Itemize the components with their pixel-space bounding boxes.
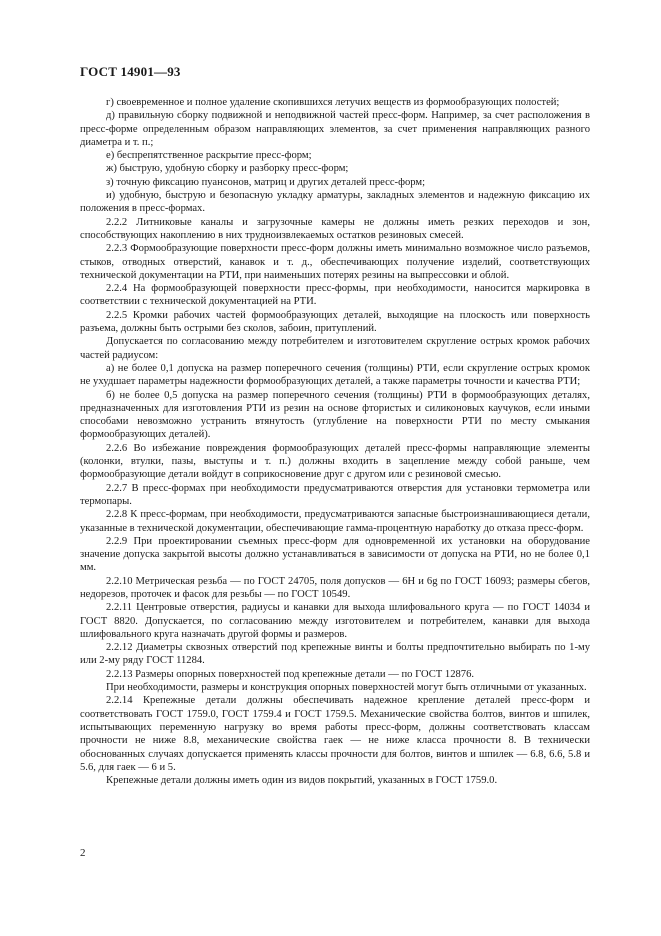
- paragraph: 2.2.3 Формообразующие поверхности пресс-форм должны иметь минимально возможное число разъемов, стыков, отводных отверстий, канавок и т. д., обеспечивающих получение изделий, соответствующих технической документации на РТИ, при наименьших потерях резины на выпрессовки и облой.: [80, 243, 590, 281]
- paragraph: 2.2.12 Диаметры сквозных отверстий под крепежные винты и болты предпочтительно выбирать по 1-му или 2-му ряду ГОСТ 11284.: [80, 642, 590, 667]
- paragraph: Крепежные детали должны иметь один из видов покрытий, указанных в ГОСТ 1759.0.: [106, 775, 498, 787]
- paragraph: ж) быструю, удобную сборку и разборку пресс-форм;: [106, 163, 349, 175]
- paragraph: и) удобную, быструю и безопасную укладку арматуры, закладных элементов и надежную фиксацию их положения в пресс-формах.: [80, 190, 590, 215]
- document-header: ГОСТ 14901—93: [80, 64, 181, 79]
- paragraph: д) правильную сборку подвижной и неподвижной частей пресс-форм. Например, за счет расположения в пресс-форме определенным образом направляющих элементов, за счет применения направляющих разного диаметра и т. п.;: [80, 110, 590, 148]
- paragraph: Допускается по согласованию между потребителем и изготовителем скругление острых кромок рабочих частей радиусом:: [80, 336, 590, 361]
- paragraph: 2.2.2 Литниковые каналы и загрузочные камеры не должны иметь резких переходов и зон, способствующих накоплению в них трудноизвлекаемых остатков резиновых смесей.: [80, 216, 590, 241]
- paragraph: 2.2.6 Во избежание повреждения формообразующих деталей пресс-формы направляющие элементы (колонки, втулки, пазы, выступы и т. п.) должны входить в зацепление между собой раньше, чем формообразующие детали войдут в соприкосновение друг с другом или с резиновой смесью.: [80, 442, 590, 481]
- paragraph: При необходимости, размеры и конструкция опорных поверхностей могут быть отличными от указанных.: [106, 682, 587, 694]
- paragraph: а) не более 0,1 допуска на размер поперечного сечения (толщины) РТИ, если скругление острых кромок не ухудшает параметры надежности формообразующих деталей, а также параметры точности и качества РТИ;: [80, 362, 590, 388]
- paragraph: 2.2.7 В пресс-формах при необходимости предусматриваются отверстия для установки термометра или термопары.: [80, 482, 590, 507]
- paragraph: е) беспрепятственное раскрытие пресс-форм;: [106, 150, 312, 162]
- paragraph: 2.2.14 Крепежные детали должны обеспечивать надежное крепление деталей пресс-форм и соответствовать ГОСТ 1759.0, ГОСТ 1759.4 и ГОСТ 1759.5. Механические свойства болтов, винтов и шпилек, испытывающих переменную нагрузку во время работы пресс-форм, должны соответствовать классам прочности не ниже 8.8, механические свойства гаек — не ниже класса прочности 8. В технически обоснованных случаях допускается применять классы прочности для болтов, винтов и шпилек — 6.8, 6.6, 5.8 и 5.6, для гаек — 6 и 5.: [80, 695, 590, 773]
- document-body: [80, 96, 590, 787]
- paragraph: з) точную фиксацию пуансонов, матриц и других деталей пресс-форм;: [106, 176, 426, 188]
- paragraph: 2.2.5 Кромки рабочих частей формообразующих деталей, выходящие на плоскость или поверхность разъема, должны быть острыми без сколов, забоин, притуплений.: [80, 309, 590, 335]
- paragraph: 2.2.10 Метрическая резьба — по ГОСТ 24705, поля допусков — 6H и 6g по ГОСТ 16093; размеры сбегов, недорезов, проточек и фасок для резьбы — по ГОСТ 10549.: [80, 575, 590, 600]
- paragraph: 2.2.13 Размеры опорных поверхностей под крепежные детали — по ГОСТ 12876.: [106, 668, 475, 680]
- paragraph: 2.2.11 Центровые отверстия, радиусы и канавки для выхода шлифовального круга — по ГОСТ 14034 и ГОСТ 8820. Допускается, по согласованию между изготовителем и потребителем, канавки для выхода шлифовального круга назначать другой формы и размеров.: [80, 602, 590, 640]
- paragraph: г) своевременное и полное удаление скопившихся летучих веществ из формообразующих полостей;: [106, 97, 560, 108]
- paragraph: б) не более 0,5 допуска на размер поперечного сечения (толщины) РТИ в формообразующих деталях, предназначенных для изготовления РТИ из резин на основе фтористых и силиконовых каучуков, если иными способами невозможно устранить втянутость (углубление на поверхности РТИ по месту смыкания формообразующих деталей).: [80, 389, 590, 441]
- paragraph: 2.2.8 К пресс-формам, при необходимости, предусматриваются запасные быстроизнашивающиеся детали, указанные в технической документации, обеспечивающие гамма-процентную наработку до отказа пресс-форм.: [80, 509, 590, 534]
- paragraph: 2.2.9 При проектировании съемных пресс-форм для одновременной их установки на оборудование значение допуска закрытой высоты должно устанавливаться в зависимости от допуска на РТИ, но не более 0,1 мм.: [80, 535, 590, 574]
- page-number: 2: [80, 847, 86, 859]
- paragraph: 2.2.4 На формообразующей поверхности пресс-формы, при необходимости, наносится маркировка в соответствии с технической документацией на РТИ.: [80, 283, 590, 308]
